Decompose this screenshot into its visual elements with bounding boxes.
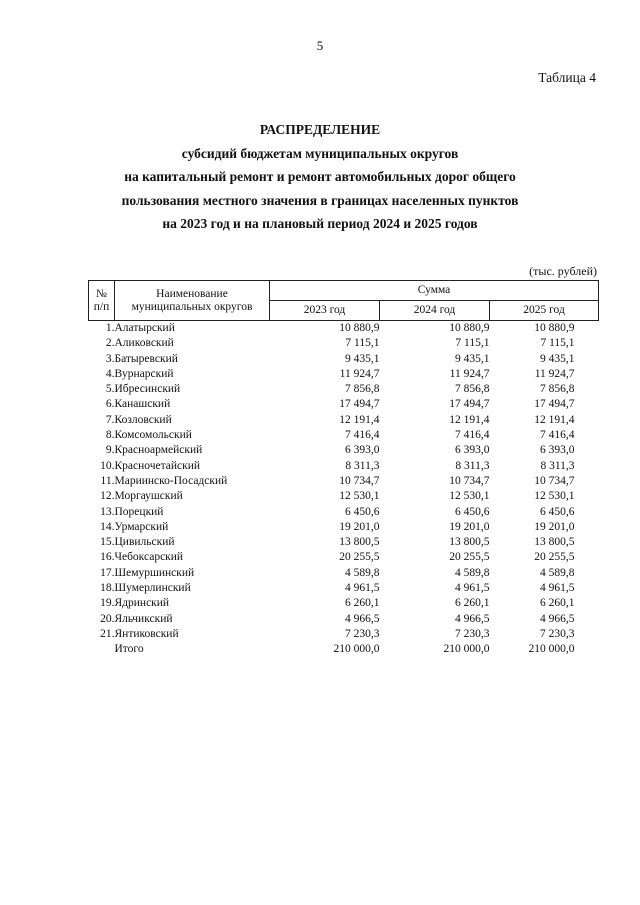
total-amount: 210 000,0 [443,643,490,656]
district-name: Мариинско-Посадский [114,474,228,487]
amount-cell: 6 393,0 [455,444,490,457]
district-name: Моргаушский [114,490,183,503]
amount-cell: 7 230,3 [455,627,490,640]
row-number: 15. [100,536,115,549]
district-name: Аликовский [114,337,174,350]
amount-cell: 4 966,5 [540,612,575,625]
district-name: Порецкий [114,505,164,518]
amount-cell: 7 115,1 [455,337,490,350]
table-row [89,596,599,611]
total-label: Итого [114,643,144,656]
table-row [89,367,599,382]
amount-cell: 12 191,4 [339,413,380,426]
district-name: Янтиковский [114,627,179,640]
row-number: 19. [100,597,115,610]
table-row [89,413,599,428]
header-sum: Сумма [270,281,599,301]
amount-cell: 10 734,7 [534,474,575,487]
district-name: Шемуршинский [114,566,195,579]
heading-line: субсидий бюджетам муниципальных округов [181,145,459,161]
amount-cell: 7 230,3 [345,627,380,640]
table-row [89,550,599,565]
table-caption: Таблица 4 [538,70,596,85]
amount-cell: 8 311,3 [345,459,380,472]
table-row [89,520,599,535]
amount-cell: 12 191,4 [449,413,490,426]
page-number: 5 [316,38,324,53]
row-number: 2. [105,337,115,350]
district-name: Комсомольский [114,429,192,442]
row-number: 12. [100,490,115,503]
amount-cell: 20 255,5 [339,551,380,564]
header-name: Наименование муниципальных округов [115,281,270,321]
amount-cell: 7 115,1 [345,337,380,350]
row-number: 5. [105,383,115,396]
amount-cell: 12 530,1 [449,490,490,503]
table-row [89,505,599,520]
header-year-2025: 2025 год [490,301,599,321]
table-row [89,336,599,351]
amount-cell: 9 435,1 [540,352,575,365]
amount-cell: 4 589,8 [345,566,380,579]
amount-cell: 12 530,1 [339,490,380,503]
total-amount: 210 000,0 [528,643,575,656]
row-number: 17. [100,566,115,579]
amount-cell: 4 966,5 [455,612,490,625]
district-name: Красноармейский [114,444,203,457]
table-row [89,581,599,596]
amount-cell: 9 435,1 [455,352,490,365]
heading-line: РАСПРЕДЕЛЕНИЕ [259,122,381,137]
total-number-cell [89,642,115,657]
amount-cell: 6 450,6 [345,505,380,518]
amount-cell: 8 311,3 [540,459,575,472]
table-row [89,321,599,337]
amount-cell: 8 311,3 [455,459,490,472]
table-row [89,428,599,443]
row-number: 11. [100,474,115,487]
amount-cell: 9 435,1 [345,352,380,365]
amount-cell: 6 393,0 [540,444,575,457]
amount-cell: 17 494,7 [534,398,575,411]
row-number: 16. [100,551,115,564]
amount-cell: 4 961,5 [540,582,575,595]
units-label: (тыс. рублей) [529,264,597,278]
table-row [89,489,599,504]
amount-cell: 19 201,0 [449,520,490,533]
row-number: 13. [100,505,115,518]
heading-line: на 2023 год и на плановый период 2024 и 2025 годов [162,216,478,231]
header-number: № п/п [89,281,115,321]
amount-cell: 10 880,9 [534,322,575,334]
amount-cell: 11 924,7 [534,367,575,380]
table-row [89,443,599,458]
amount-cell: 12 530,1 [534,490,575,503]
amount-cell: 4 961,5 [345,582,380,595]
row-number: 1. [105,322,115,334]
row-number: 6. [105,398,115,411]
row-number: 8. [105,429,115,442]
district-name: Цивильский [114,536,175,549]
table-row [89,566,599,581]
amount-cell: 7 416,4 [455,429,490,442]
amount-cell: 20 255,5 [534,551,575,564]
heading-line: на капитальный ремонт и ремонт автомобильных дорог общего [124,169,516,184]
amount-cell: 7 856,8 [540,383,575,396]
amount-cell: 4 966,5 [345,612,380,625]
amount-cell: 4 589,8 [540,566,575,579]
amount-cell: 7 856,8 [455,383,490,396]
heading-line: пользования местного значения в границах населенных пунктов [121,192,519,208]
total-row [89,642,599,657]
amount-cell: 7 115,1 [540,337,575,350]
amount-cell: 11 924,7 [449,367,490,380]
amount-cell: 11 924,7 [339,367,380,380]
district-name: Красночетайский [114,459,201,472]
amount-cell: 7 856,8 [345,383,380,396]
amount-cell: 6 450,6 [540,505,575,518]
amount-cell: 19 201,0 [534,520,575,533]
amount-cell: 10 734,7 [339,474,380,487]
amount-cell: 6 393,0 [345,444,380,457]
table-row [89,627,599,642]
document-heading [0,118,640,236]
amount-cell: 4 589,8 [455,566,490,579]
table-row [89,397,599,412]
district-name: Козловский [114,413,172,426]
row-number: 20. [100,612,115,625]
table-row [89,535,599,550]
district-name: Канашский [114,398,171,411]
row-number: 18. [100,582,115,595]
amount-cell: 20 255,5 [449,551,490,564]
district-name: Ибресинский [114,383,181,396]
row-number: 14. [100,520,115,533]
row-number: 3. [105,352,115,365]
district-name: Вурнарский [114,367,174,380]
amount-cell: 10 734,7 [449,474,490,487]
amount-cell: 13 800,5 [449,536,490,549]
table-row [89,612,599,627]
amount-cell: 17 494,7 [339,398,380,411]
amount-cell: 6 260,1 [540,597,575,610]
table-row [89,352,599,367]
district-name: Ядринский [114,597,170,610]
amount-cell: 10 880,9 [449,322,490,334]
amount-cell: 7 416,4 [345,429,380,442]
amount-cell: 19 201,0 [339,520,380,533]
header-year-2023: 2023 год [270,301,380,321]
table-row [89,474,599,489]
amount-cell: 4 961,5 [455,582,490,595]
header-year-2024: 2024 год [380,301,490,321]
total-amount: 210 000,0 [333,643,380,656]
district-name: Шумерлинский [114,582,191,595]
subsidy-table [88,280,599,658]
district-name: Яльчикский [114,612,173,625]
amount-cell: 12 191,4 [534,413,575,426]
amount-cell: 7 230,3 [540,627,575,640]
amount-cell: 6 260,1 [455,597,490,610]
amount-cell: 7 416,4 [540,429,575,442]
row-number: 10. [100,459,115,472]
row-number: 7. [105,413,115,426]
amount-cell: 13 800,5 [339,536,380,549]
row-number: 4. [105,367,115,380]
table-body [89,321,599,658]
district-name: Алатырский [114,322,175,334]
table-row [89,459,599,474]
row-number: 9. [105,444,115,457]
amount-cell: 6 450,6 [455,505,490,518]
district-name: Урмарский [114,520,169,533]
amount-cell: 13 800,5 [534,536,575,549]
amount-cell: 17 494,7 [449,398,490,411]
district-name: Чебоксарский [114,551,184,564]
amount-cell: 6 260,1 [345,597,380,610]
row-number: 21. [100,627,115,640]
district-name: Батыревский [114,352,178,365]
amount-cell: 10 880,9 [339,322,380,334]
table-row [89,382,599,397]
